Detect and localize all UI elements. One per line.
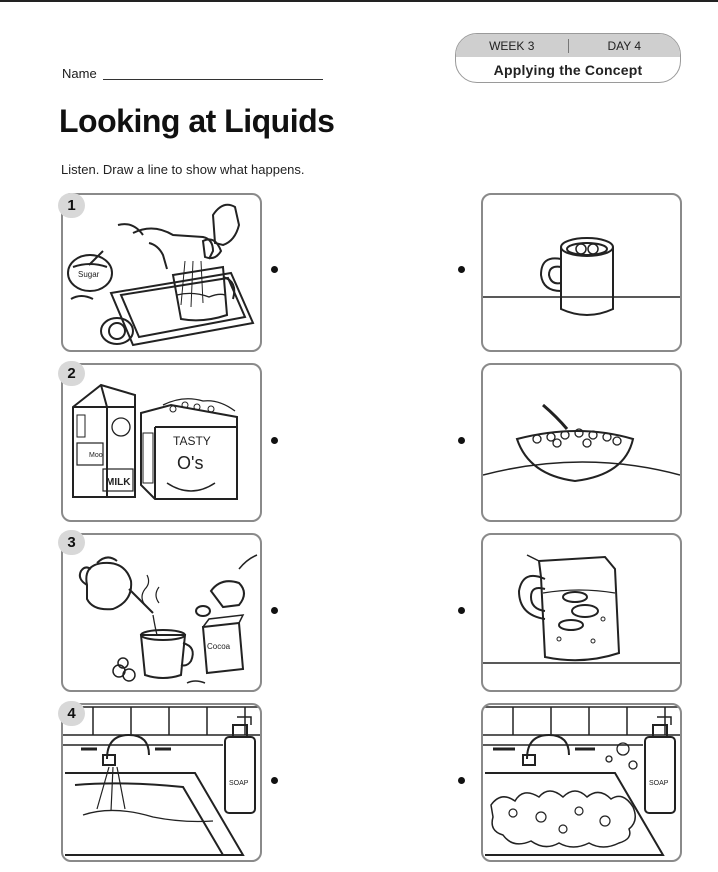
instructions: Listen. Draw a line to show what happens. bbox=[61, 162, 305, 177]
left-card-1[interactable] bbox=[61, 193, 262, 352]
lemonade-pitcher-icon bbox=[483, 535, 680, 690]
top-rule bbox=[0, 0, 718, 2]
right-card-1[interactable] bbox=[481, 193, 682, 352]
week-label: WEEK 3 bbox=[489, 38, 535, 53]
left-dot-1[interactable] bbox=[271, 266, 278, 273]
right-card-3[interactable] bbox=[481, 533, 682, 692]
left-card-4[interactable] bbox=[61, 703, 262, 862]
name-label: Name bbox=[62, 66, 97, 81]
right-dot-2[interactable] bbox=[458, 437, 465, 444]
item-number-3: 3 bbox=[58, 530, 85, 555]
os-label: O's bbox=[177, 453, 204, 473]
moo-label: Moo bbox=[89, 452, 103, 459]
right-dot-4[interactable] bbox=[458, 777, 465, 784]
left-card-2[interactable] bbox=[61, 363, 262, 522]
faucet-sink-icon bbox=[63, 705, 260, 860]
left-dot-2[interactable] bbox=[271, 437, 278, 444]
sink-pitcher-icon bbox=[63, 195, 260, 350]
cocoa-label: Cocoa bbox=[207, 642, 231, 651]
right-dot-3[interactable] bbox=[458, 607, 465, 614]
right-card-4[interactable] bbox=[481, 703, 682, 862]
section-subtitle: Applying the Concept bbox=[493, 61, 643, 78]
bubbly-sink-icon bbox=[483, 705, 680, 860]
sugar-label: Sugar bbox=[78, 270, 100, 279]
left-dot-4[interactable] bbox=[271, 777, 278, 784]
milk-label: MILK bbox=[106, 477, 131, 488]
item-number-4: 4 bbox=[58, 701, 85, 726]
week-day-row bbox=[456, 34, 680, 57]
week-day-banner bbox=[455, 33, 681, 83]
milk-cereal-icon bbox=[63, 365, 260, 520]
day-label: DAY 4 bbox=[607, 38, 642, 53]
teapot-cocoa-icon bbox=[63, 535, 260, 690]
item-number-2: 2 bbox=[58, 361, 85, 386]
tasty-label: TASTY bbox=[173, 434, 211, 448]
right-card-2[interactable] bbox=[481, 363, 682, 522]
soap-label-left: SOAP bbox=[229, 780, 249, 787]
left-dot-3[interactable] bbox=[271, 607, 278, 614]
page-title: Looking at Liquids bbox=[59, 103, 335, 139]
soap-label-right: SOAP bbox=[649, 780, 669, 787]
left-card-3[interactable] bbox=[61, 533, 262, 692]
name-field[interactable] bbox=[103, 79, 323, 80]
cereal-bowl-icon bbox=[483, 365, 680, 520]
right-dot-1[interactable] bbox=[458, 266, 465, 273]
item-number-1: 1 bbox=[58, 193, 85, 218]
hot-cocoa-mug-icon bbox=[483, 195, 680, 350]
